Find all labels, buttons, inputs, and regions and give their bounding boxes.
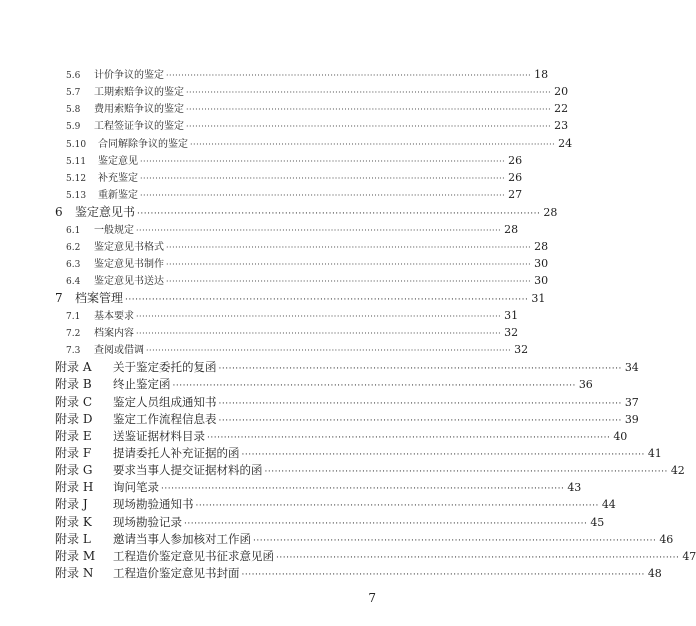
page-ref: 31 [531,292,546,305]
page-ref: 42 [670,464,685,477]
dot-leader: ························································································································ [166,260,532,269]
appendix-title: 鉴定工作流程信息表 [113,412,217,426]
section-title: 基本要求 [94,311,134,322]
toc-entry-5-6 [66,68,549,81]
appendix-title: 鉴定人员组成通知书 [113,395,217,409]
dot-leader: ························································································································ [218,416,622,426]
section-title: 鉴定意见书制作 [94,259,164,270]
page-ref: 45 [590,516,605,529]
page-ref: 40 [613,430,628,443]
appendix-label: 附录 J [55,497,88,511]
dot-leader: ························································································································ [218,399,622,409]
appendix-title: 询问笔录 [113,480,159,494]
page-ref: 18 [534,68,549,81]
page-ref: 24 [558,137,573,150]
page-ref: 36 [578,378,593,391]
toc-appendix-f [55,446,662,460]
page-ref: 26 [508,171,523,184]
toc-entry-7-2 [66,326,519,339]
page-ref: 26 [508,154,523,167]
appendix-title: 终止鉴定函 [113,377,171,391]
section-number: 6.1 [66,226,81,236]
dot-leader: ························································································································ [207,433,611,443]
toc-appendix-c [55,395,639,409]
dot-leader: ························································································································ [186,88,552,97]
page-ref: 32 [514,343,529,356]
page-ref: 28 [534,240,549,253]
page-ref: 22 [554,102,569,115]
dot-leader: ························································································································ [241,570,645,580]
dot-leader: ························································································································ [137,209,541,219]
toc-appendix-e [55,429,628,443]
appendix-title: 工程造价鉴定意见书封面 [113,566,240,580]
page-number: 7 [368,591,376,605]
section-number: 6.2 [66,243,81,253]
appendix-title: 要求当事人提交证据材料的函 [113,463,263,477]
section-number: 7.3 [66,346,81,356]
page-ref: 47 [682,550,696,563]
appendix-title: 现场勘验记录 [113,515,182,529]
chapter-number: 6 [55,205,63,219]
chapter-number: 7 [55,291,63,305]
toc-entry-6-4 [66,274,549,287]
toc-chapter-6 [55,205,558,219]
section-title: 工期索赔争议的鉴定 [94,87,184,98]
appendix-label: 附录 K [55,515,92,529]
section-number: 5.11 [66,157,87,167]
page-ref: 37 [624,396,639,409]
section-title: 鉴定意见书格式 [94,242,164,253]
toc-appendix-g [55,463,685,477]
section-number: 5.13 [66,191,87,201]
chapter-title: 鉴定意见书 [75,205,136,219]
dot-leader: ························································································································ [186,105,552,114]
section-number: 5.6 [66,71,81,81]
dot-leader: ························································································································ [195,501,599,511]
toc-appendix-d [55,412,639,426]
section-number: 6.4 [66,277,81,287]
dot-leader: ························································································································ [241,450,645,460]
dot-leader: ························································································································ [125,295,529,305]
section-title: 补充鉴定 [98,173,138,184]
page-ref: 46 [659,533,674,546]
appendix-title: 送鉴证据材料目录 [113,429,205,443]
page-ref: 30 [534,274,549,287]
dot-leader: ························································································································ [161,484,565,494]
section-title: 查阅或借调 [94,345,144,356]
dot-leader: ························································································································ [140,191,506,200]
toc-entry-6-3 [66,257,549,270]
toc-appendix-m [55,549,696,563]
dot-leader: ························································································································ [166,243,532,252]
page-ref: 27 [508,188,523,201]
appendix-title: 现场勘验通知书 [113,497,194,511]
toc-appendix-a [55,360,639,374]
dot-leader: ························································································································ [140,174,506,183]
page-ref: 43 [567,481,582,494]
toc-entry-6-2 [66,240,549,253]
toc-entry-5-13 [66,188,523,201]
toc-entry-7-3 [66,343,529,356]
toc-entry-7-1 [66,309,519,322]
toc-chapter-7 [55,291,546,305]
chapter-title: 档案管理 [75,291,124,305]
section-number: 6.3 [66,260,81,270]
section-title: 一般规定 [94,225,134,236]
appendix-label: 附录 E [55,429,92,443]
page-ref: 39 [624,413,639,426]
appendix-label: 附录 G [55,463,93,477]
toc-appendix-j [55,497,616,511]
toc-entry-5-7 [66,85,569,98]
page-ref: 41 [647,447,662,460]
page-ref: 23 [554,119,569,132]
toc-appendix-h [55,480,582,494]
page-ref: 34 [624,361,639,374]
section-number: 5.12 [66,174,87,184]
toc-appendix-k [55,515,605,529]
section-number: 5.10 [66,140,87,150]
section-title: 重新鉴定 [98,190,138,201]
page-ref: 31 [504,309,519,322]
section-number: 5.9 [66,122,81,132]
section-title: 鉴定意见 [98,156,138,167]
dot-leader: ························································································································ [276,553,680,563]
appendix-title: 工程造价鉴定意见书征求意见函 [113,549,274,563]
dot-leader: ························································································································ [218,364,622,374]
appendix-label: 附录 C [55,395,92,409]
toc-appendix-n [55,566,662,580]
section-number: 7.1 [66,312,81,322]
page-ref: 28 [543,206,558,219]
appendix-label: 附录 A [55,360,92,374]
page-ref: 48 [647,567,662,580]
dot-leader: ························································································································ [190,140,556,149]
page-ref: 32 [504,326,519,339]
appendix-label: 附录 B [55,377,92,391]
dot-leader: ························································································································ [253,536,657,546]
toc-appendix-l [55,532,674,546]
toc-entry-5-12 [66,171,523,184]
dot-leader: ························································································································ [166,277,532,286]
toc-entry-5-8 [66,102,569,115]
page-ref: 20 [554,85,569,98]
dot-leader: ························································································································ [136,329,502,338]
toc-entry-5-10 [66,137,573,150]
appendix-label: 附录 N [55,566,94,580]
appendix-title: 提请委托人补充证据的函 [113,446,240,460]
appendix-label: 附录 F [55,446,92,460]
appendix-label: 附录 D [55,412,93,426]
toc-appendix-b [55,377,593,391]
section-title: 计价争议的鉴定 [94,70,164,81]
section-number: 7.2 [66,329,81,339]
toc-entry-5-11 [66,154,523,167]
appendix-title: 邀请当事人参加核对工作函 [113,532,251,546]
appendix-label: 附录 L [55,532,91,546]
appendix-title: 关于鉴定委托的复函 [113,360,217,374]
toc-entry-6-1 [66,223,519,236]
appendix-label: 附录 H [55,480,94,494]
page-ref: 28 [504,223,519,236]
toc-entry-5-9 [66,119,569,132]
dot-leader: ························································································································ [264,467,668,477]
dot-leader: ························································································································ [140,157,506,166]
dot-leader: ························································································································ [136,226,502,235]
dot-leader: ························································································································ [166,71,532,80]
section-title: 合同解除争议的鉴定 [98,139,188,150]
section-title: 工程签证争议的鉴定 [94,121,184,132]
section-number: 5.8 [66,105,81,115]
section-title: 鉴定意见书送达 [94,276,164,287]
page-ref: 30 [534,257,549,270]
dot-leader: ························································································································ [172,381,576,391]
dot-leader: ························································································································ [146,346,512,355]
dot-leader: ························································································································ [184,519,588,529]
dot-leader: ························································································································ [186,122,552,131]
section-title: 费用索赔争议的鉴定 [94,104,184,115]
section-title: 档案内容 [94,328,134,339]
appendix-label: 附录 M [55,549,96,563]
page-ref: 44 [601,498,616,511]
dot-leader: ························································································································ [136,312,502,321]
section-number: 5.7 [66,88,81,98]
